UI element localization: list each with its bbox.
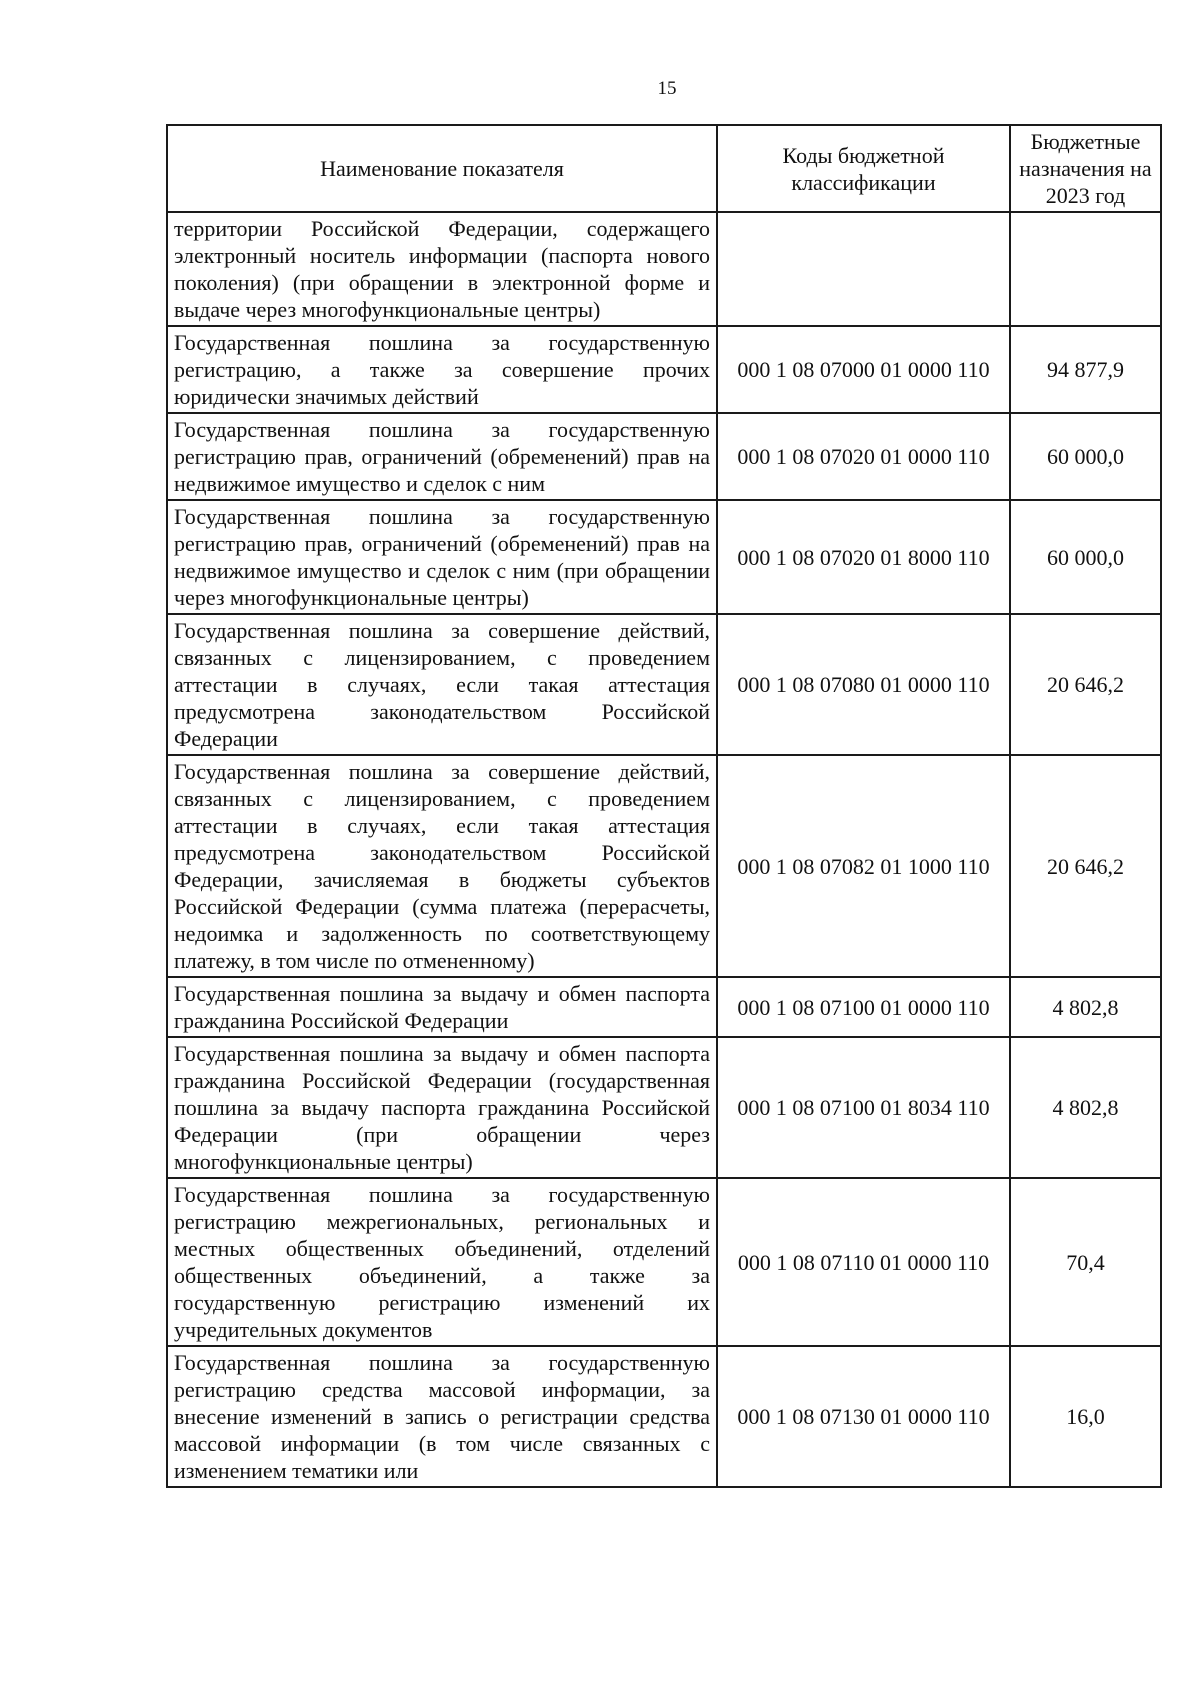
row-amount — [1010, 212, 1161, 326]
row-code: 000 1 08 07000 01 0000 110 — [717, 326, 1010, 413]
row-name: территории Российской Федерации, содержащего электронный носитель информации (паспорта нового поколения) (при обращении в электронной форме и выдаче через многофункциональные центры) — [167, 212, 717, 326]
row-code: 000 1 08 07082 01 1000 110 — [717, 755, 1010, 977]
row-amount: 20 646,2 — [1010, 614, 1161, 755]
row-name: Государственная пошлина за государственную регистрацию, а также за совершение прочих юридически значимых действий — [167, 326, 717, 413]
table-header-row — [167, 125, 1161, 212]
table-row — [167, 413, 1161, 500]
row-name: Государственная пошлина за выдачу и обмен паспорта гражданина Российской Федерации — [167, 977, 717, 1037]
row-amount: 60 000,0 — [1010, 413, 1161, 500]
row-amount: 60 000,0 — [1010, 500, 1161, 614]
row-amount: 16,0 — [1010, 1346, 1161, 1487]
header-amount: Бюджетные назначения на 2023 год — [1010, 125, 1161, 212]
row-code: 000 1 08 07110 01 0000 110 — [717, 1178, 1010, 1346]
header-name: Наименование показателя — [167, 125, 717, 212]
row-name: Государственная пошлина за государственную регистрацию прав, ограничений (обременений) прав на недвижимое имущество и сделок с ним (при обращении через многофункциональные центры) — [167, 500, 717, 614]
page-number: 15 — [657, 78, 677, 99]
row-code: 000 1 08 07020 01 8000 110 — [717, 500, 1010, 614]
row-code: 000 1 08 07100 01 0000 110 — [717, 977, 1010, 1037]
table-row — [167, 1178, 1161, 1346]
row-amount: 70,4 — [1010, 1178, 1161, 1346]
header-code: Коды бюджетной классификации — [717, 125, 1010, 212]
table-row — [167, 1346, 1161, 1487]
row-name: Государственная пошлина за государственную регистрацию межрегиональных, региональных и местных общественных объединений, отделений общественных объединений, а также за государственную регистрацию изменений их учредительных документов — [167, 1178, 717, 1346]
row-amount: 4 802,8 — [1010, 1037, 1161, 1178]
row-code: 000 1 08 07080 01 0000 110 — [717, 614, 1010, 755]
row-name: Государственная пошлина за государственную регистрацию прав, ограничений (обременений) прав на недвижимое имущество и сделок с ним — [167, 413, 717, 500]
table-row — [167, 500, 1161, 614]
table-row — [167, 755, 1161, 977]
row-name: Государственная пошлина за совершение действий, связанных с лицензированием, с проведением аттестации в случаях, если такая аттестация предусмотрена законодательством Российской Федерации, зачисляемая в бюджеты субъектов Российской Федерации (сумма платежа (перерасчеты, недоимка и задолженность по соответствующему платежу, в том числе по отмененному) — [167, 755, 717, 977]
row-code — [717, 212, 1010, 326]
table-row — [167, 212, 1161, 326]
row-name: Государственная пошлина за совершение действий, связанных с лицензированием, с проведением аттестации в случаях, если такая аттестация предусмотрена законодательством Российской Федерации — [167, 614, 717, 755]
row-code: 000 1 08 07020 01 0000 110 — [717, 413, 1010, 500]
table-row — [167, 326, 1161, 413]
budget-table — [166, 124, 1162, 1488]
row-name: Государственная пошлина за выдачу и обмен паспорта гражданина Российской Федерации (государственная пошлина за выдачу паспорта гражданина Российской Федерации (при обращении через многофункциональные центры) — [167, 1037, 717, 1178]
row-code: 000 1 08 07100 01 8034 110 — [717, 1037, 1010, 1178]
table-row — [167, 614, 1161, 755]
row-amount: 20 646,2 — [1010, 755, 1161, 977]
table-row — [167, 1037, 1161, 1178]
row-code: 000 1 08 07130 01 0000 110 — [717, 1346, 1010, 1487]
row-amount: 4 802,8 — [1010, 977, 1161, 1037]
row-amount: 94 877,9 — [1010, 326, 1161, 413]
table-row — [167, 977, 1161, 1037]
row-name: Государственная пошлина за государственную регистрацию средства массовой информации, за внесение изменений в запись о регистрации средства массовой информации (в том числе связанных с изменением тематики или — [167, 1346, 717, 1487]
